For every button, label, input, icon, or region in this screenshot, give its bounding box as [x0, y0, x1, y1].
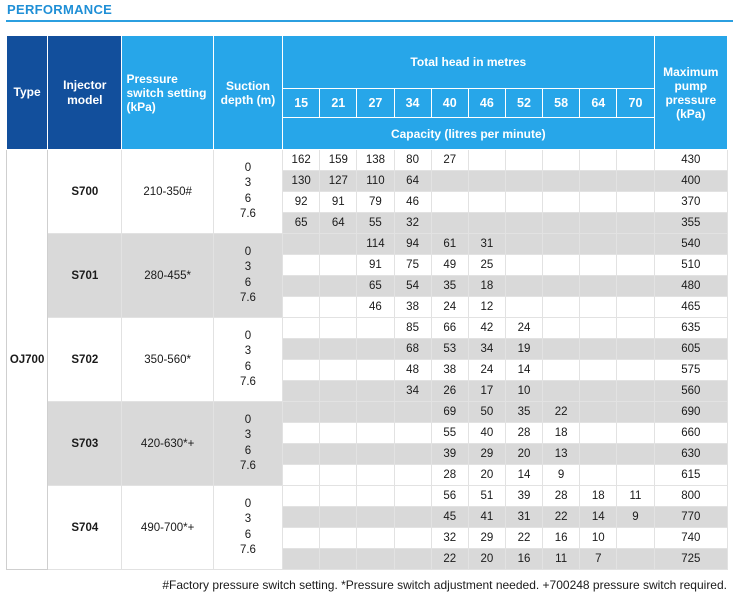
header-max-line2: pump	[674, 78, 708, 93]
max-pressure-cell: 400	[654, 171, 727, 192]
capacity-cell	[283, 444, 320, 465]
capacity-cell	[283, 318, 320, 339]
capacity-cell: 31	[468, 234, 505, 255]
capacity-cell: 17	[468, 381, 505, 402]
max-pressure-cell: 690	[654, 402, 727, 423]
header-injector-line1: Injector	[63, 77, 107, 92]
capacity-cell: 29	[468, 444, 505, 465]
capacity-cell: 39	[505, 486, 542, 507]
header-pressure-line3: (kPa)	[126, 99, 156, 114]
capacity-cell	[617, 318, 654, 339]
max-pressure-cell: 355	[654, 213, 727, 234]
head-value-64: 64	[580, 89, 617, 118]
capacity-cell: 91	[357, 255, 394, 276]
capacity-cell: 34	[394, 381, 431, 402]
capacity-cell: 42	[468, 318, 505, 339]
capacity-cell: 46	[394, 192, 431, 213]
table-row	[7, 150, 728, 171]
capacity-cell: 24	[431, 297, 468, 318]
capacity-cell	[283, 486, 320, 507]
header-max-pressure	[654, 36, 727, 150]
header-capacity: Capacity (litres per minute)	[283, 118, 655, 150]
capacity-cell	[320, 297, 357, 318]
capacity-cell: 127	[320, 171, 357, 192]
suction-depth-value: 3	[244, 429, 252, 441]
capacity-cell	[580, 465, 617, 486]
suction-depth-value: 6	[244, 276, 252, 289]
capacity-cell: 22	[543, 507, 580, 528]
capacity-cell: 20	[468, 465, 505, 486]
capacity-cell: 159	[320, 150, 357, 171]
capacity-cell	[357, 549, 394, 570]
capacity-cell	[357, 528, 394, 549]
suction-depth-cell	[213, 402, 282, 486]
capacity-cell	[283, 549, 320, 570]
capacity-cell: 14	[505, 360, 542, 381]
capacity-cell: 24	[505, 318, 542, 339]
capacity-cell	[283, 297, 320, 318]
capacity-cell: 92	[283, 192, 320, 213]
suction-depth-cell	[213, 234, 282, 318]
injector-model-cell: S704	[48, 486, 122, 570]
capacity-cell: 10	[580, 528, 617, 549]
head-value-58: 58	[543, 89, 580, 118]
capacity-cell: 138	[357, 150, 394, 171]
head-value-52: 52	[505, 89, 542, 118]
capacity-cell: 16	[543, 528, 580, 549]
capacity-cell	[283, 465, 320, 486]
capacity-cell	[617, 444, 654, 465]
capacity-cell	[320, 465, 357, 486]
capacity-cell	[468, 150, 505, 171]
header-type: Type	[7, 36, 48, 150]
capacity-cell	[580, 360, 617, 381]
capacity-cell: 69	[431, 402, 468, 423]
capacity-cell	[617, 234, 654, 255]
capacity-cell	[580, 318, 617, 339]
capacity-cell: 56	[431, 486, 468, 507]
capacity-cell: 55	[357, 213, 394, 234]
capacity-cell: 41	[468, 507, 505, 528]
capacity-cell: 49	[431, 255, 468, 276]
max-pressure-cell: 430	[654, 150, 727, 171]
capacity-cell	[617, 528, 654, 549]
max-pressure-cell: 560	[654, 381, 727, 402]
capacity-cell: 38	[394, 297, 431, 318]
capacity-cell: 75	[394, 255, 431, 276]
capacity-cell: 65	[283, 213, 320, 234]
table-row	[7, 318, 728, 339]
capacity-cell: 54	[394, 276, 431, 297]
max-pressure-cell: 465	[654, 297, 727, 318]
capacity-cell	[357, 318, 394, 339]
head-value-34: 34	[394, 89, 431, 118]
capacity-cell: 22	[543, 402, 580, 423]
suction-depth-value: 0	[244, 413, 252, 426]
injector-model-cell: S702	[48, 318, 122, 402]
capacity-cell	[431, 192, 468, 213]
capacity-cell	[617, 255, 654, 276]
capacity-cell: 24	[468, 360, 505, 381]
capacity-cell	[617, 150, 654, 171]
capacity-cell	[580, 276, 617, 297]
header-suction-line1: Suction	[225, 78, 270, 93]
suction-depth-cell	[213, 486, 282, 570]
capacity-cell	[394, 507, 431, 528]
capacity-cell	[320, 276, 357, 297]
head-value-40: 40	[431, 89, 468, 118]
capacity-cell: 9	[543, 465, 580, 486]
capacity-cell	[431, 171, 468, 192]
capacity-cell: 14	[580, 507, 617, 528]
capacity-cell: 28	[543, 486, 580, 507]
capacity-cell	[580, 213, 617, 234]
capacity-cell: 40	[468, 423, 505, 444]
capacity-cell	[617, 171, 654, 192]
capacity-cell: 53	[431, 339, 468, 360]
capacity-cell	[543, 297, 580, 318]
capacity-cell: 35	[431, 276, 468, 297]
capacity-cell	[505, 192, 542, 213]
suction-depth-value: 3	[244, 513, 252, 525]
capacity-cell	[580, 402, 617, 423]
capacity-cell	[580, 381, 617, 402]
capacity-cell	[617, 339, 654, 360]
capacity-cell: 25	[468, 255, 505, 276]
capacity-cell: 162	[283, 150, 320, 171]
capacity-cell	[543, 276, 580, 297]
capacity-cell: 51	[468, 486, 505, 507]
capacity-cell: 50	[468, 402, 505, 423]
capacity-cell	[394, 528, 431, 549]
pressure-setting-cell: 210-350#	[122, 150, 213, 234]
capacity-cell	[320, 444, 357, 465]
capacity-cell	[617, 192, 654, 213]
capacity-cell	[283, 528, 320, 549]
header-suction-line2: depth (m)	[220, 92, 276, 107]
capacity-cell	[468, 213, 505, 234]
capacity-cell	[543, 150, 580, 171]
capacity-cell	[617, 549, 654, 570]
suction-depth-value: 7.6	[239, 460, 256, 472]
head-value-70: 70	[617, 89, 654, 118]
table-row	[7, 234, 728, 255]
capacity-cell	[505, 213, 542, 234]
header-suction-depth	[213, 36, 282, 150]
capacity-cell	[320, 549, 357, 570]
suction-depth-value: 0	[244, 497, 252, 510]
suction-depth-value: 6	[244, 528, 252, 541]
capacity-cell	[320, 528, 357, 549]
suction-depth-value: 3	[244, 177, 252, 189]
capacity-cell	[505, 171, 542, 192]
capacity-cell: 29	[468, 528, 505, 549]
suction-depth-value: 7.6	[239, 292, 256, 304]
suction-depth-value: 3	[244, 345, 252, 357]
capacity-cell: 7	[580, 549, 617, 570]
suction-depth-value: 6	[244, 444, 252, 457]
header-total-head: Total head in metres	[283, 36, 655, 89]
max-pressure-cell: 770	[654, 507, 727, 528]
capacity-cell	[320, 360, 357, 381]
capacity-cell	[320, 339, 357, 360]
header-pressure-line2: switch setting	[126, 85, 207, 100]
suction-depth-value: 6	[244, 192, 252, 205]
capacity-cell: 68	[394, 339, 431, 360]
capacity-cell	[580, 255, 617, 276]
capacity-cell	[617, 465, 654, 486]
capacity-cell	[320, 423, 357, 444]
suction-depth-value: 7.6	[239, 208, 256, 220]
table-row	[7, 402, 728, 423]
section-title: PERFORMANCE	[7, 2, 113, 17]
capacity-cell	[357, 402, 394, 423]
capacity-cell	[394, 465, 431, 486]
max-pressure-cell: 480	[654, 276, 727, 297]
capacity-cell: 64	[394, 171, 431, 192]
section-rule	[6, 20, 733, 22]
capacity-cell: 9	[617, 507, 654, 528]
capacity-cell: 34	[468, 339, 505, 360]
max-pressure-cell: 575	[654, 360, 727, 381]
capacity-cell	[431, 213, 468, 234]
capacity-cell: 38	[431, 360, 468, 381]
capacity-cell	[543, 213, 580, 234]
capacity-cell: 20	[505, 444, 542, 465]
head-value-21: 21	[320, 89, 357, 118]
capacity-cell	[580, 234, 617, 255]
capacity-cell: 20	[468, 549, 505, 570]
suction-depth-cell	[213, 150, 282, 234]
capacity-cell	[283, 402, 320, 423]
capacity-cell	[617, 297, 654, 318]
capacity-cell: 10	[505, 381, 542, 402]
capacity-cell	[505, 297, 542, 318]
max-pressure-cell: 540	[654, 234, 727, 255]
capacity-cell: 46	[357, 297, 394, 318]
max-pressure-cell: 370	[654, 192, 727, 213]
pressure-setting-cell: 350-560*	[122, 318, 213, 402]
max-pressure-cell: 630	[654, 444, 727, 465]
capacity-cell	[394, 444, 431, 465]
capacity-cell: 61	[431, 234, 468, 255]
capacity-cell	[320, 255, 357, 276]
capacity-cell: 35	[505, 402, 542, 423]
suction-depth-value: 0	[244, 245, 252, 258]
capacity-cell	[617, 423, 654, 444]
suction-depth-value: 0	[244, 329, 252, 342]
capacity-cell: 18	[580, 486, 617, 507]
capacity-cell	[580, 423, 617, 444]
capacity-cell	[580, 339, 617, 360]
capacity-cell: 32	[431, 528, 468, 549]
capacity-cell	[283, 234, 320, 255]
capacity-cell	[505, 150, 542, 171]
head-value-46: 46	[468, 89, 505, 118]
capacity-cell	[320, 234, 357, 255]
injector-model-cell: S701	[48, 234, 122, 318]
capacity-cell: 65	[357, 276, 394, 297]
capacity-cell	[468, 192, 505, 213]
injector-model-cell: S700	[48, 150, 122, 234]
capacity-cell	[617, 360, 654, 381]
capacity-cell: 28	[505, 423, 542, 444]
capacity-cell	[320, 318, 357, 339]
capacity-cell	[580, 150, 617, 171]
pump-type-cell: OJ700	[7, 150, 48, 570]
suction-depth-value: 7.6	[239, 544, 256, 556]
header-injector-model	[48, 36, 122, 150]
capacity-cell	[394, 486, 431, 507]
capacity-cell	[543, 234, 580, 255]
capacity-cell	[394, 402, 431, 423]
capacity-cell	[283, 423, 320, 444]
header-max-line1: Maximum	[663, 64, 719, 79]
capacity-cell	[283, 381, 320, 402]
capacity-cell	[543, 360, 580, 381]
capacity-cell	[357, 486, 394, 507]
footnote: #Factory pressure switch setting. *Pressure switch adjustment needed. +700248 pressure switch required.	[162, 578, 727, 592]
capacity-cell	[505, 234, 542, 255]
capacity-cell	[283, 339, 320, 360]
max-pressure-cell: 635	[654, 318, 727, 339]
header-pressure-line1: Pressure	[126, 71, 178, 86]
capacity-cell	[357, 423, 394, 444]
capacity-cell: 16	[505, 549, 542, 570]
max-pressure-cell: 615	[654, 465, 727, 486]
capacity-cell: 64	[320, 213, 357, 234]
capacity-cell	[357, 360, 394, 381]
capacity-cell: 94	[394, 234, 431, 255]
capacity-cell: 130	[283, 171, 320, 192]
capacity-cell	[580, 297, 617, 318]
capacity-cell	[580, 192, 617, 213]
capacity-cell	[357, 381, 394, 402]
capacity-cell	[394, 423, 431, 444]
capacity-cell: 39	[431, 444, 468, 465]
capacity-cell	[617, 381, 654, 402]
capacity-cell: 13	[543, 444, 580, 465]
capacity-cell: 18	[543, 423, 580, 444]
capacity-cell	[543, 381, 580, 402]
capacity-cell: 55	[431, 423, 468, 444]
suction-depth-value: 7.6	[239, 376, 256, 388]
capacity-cell	[283, 255, 320, 276]
capacity-cell	[357, 507, 394, 528]
capacity-cell	[320, 486, 357, 507]
head-value-27: 27	[357, 89, 394, 118]
capacity-cell	[543, 339, 580, 360]
capacity-cell	[468, 171, 505, 192]
capacity-cell: 91	[320, 192, 357, 213]
capacity-cell	[543, 192, 580, 213]
capacity-cell: 31	[505, 507, 542, 528]
injector-model-cell: S703	[48, 402, 122, 486]
capacity-cell: 79	[357, 192, 394, 213]
capacity-cell	[505, 276, 542, 297]
performance-table	[6, 35, 728, 570]
capacity-cell	[283, 360, 320, 381]
max-pressure-cell: 660	[654, 423, 727, 444]
table-row	[7, 486, 728, 507]
header-injector-line2: model	[67, 92, 103, 107]
capacity-cell	[543, 255, 580, 276]
max-pressure-cell: 510	[654, 255, 727, 276]
header-max-line3: pressure	[665, 92, 717, 107]
head-value-15: 15	[283, 89, 320, 118]
capacity-cell: 48	[394, 360, 431, 381]
capacity-cell	[505, 255, 542, 276]
max-pressure-cell: 800	[654, 486, 727, 507]
suction-depth-value: 0	[244, 161, 252, 174]
capacity-cell: 110	[357, 171, 394, 192]
capacity-cell	[357, 444, 394, 465]
suction-depth-cell	[213, 318, 282, 402]
capacity-cell	[357, 339, 394, 360]
max-pressure-cell: 740	[654, 528, 727, 549]
max-pressure-cell: 725	[654, 549, 727, 570]
capacity-cell: 12	[468, 297, 505, 318]
capacity-cell	[617, 276, 654, 297]
capacity-cell: 14	[505, 465, 542, 486]
capacity-cell: 28	[431, 465, 468, 486]
header-pressure-switch	[122, 36, 213, 150]
capacity-cell	[394, 549, 431, 570]
capacity-cell	[320, 381, 357, 402]
capacity-cell: 19	[505, 339, 542, 360]
capacity-cell: 32	[394, 213, 431, 234]
capacity-cell: 85	[394, 318, 431, 339]
capacity-cell	[580, 444, 617, 465]
capacity-cell: 22	[505, 528, 542, 549]
capacity-cell	[543, 318, 580, 339]
suction-depth-value: 6	[244, 360, 252, 373]
capacity-cell: 27	[431, 150, 468, 171]
capacity-cell: 11	[617, 486, 654, 507]
capacity-cell: 45	[431, 507, 468, 528]
capacity-cell	[283, 507, 320, 528]
capacity-cell	[357, 465, 394, 486]
capacity-cell	[320, 402, 357, 423]
max-pressure-cell: 605	[654, 339, 727, 360]
capacity-cell: 66	[431, 318, 468, 339]
capacity-cell	[320, 507, 357, 528]
header-max-line4: (kPa)	[676, 106, 706, 121]
capacity-cell	[617, 402, 654, 423]
suction-depth-value: 3	[244, 261, 252, 273]
capacity-cell	[580, 171, 617, 192]
pressure-setting-cell: 280-455*	[122, 234, 213, 318]
capacity-cell	[617, 213, 654, 234]
capacity-cell	[283, 276, 320, 297]
pressure-setting-cell: 420-630*+	[122, 402, 213, 486]
capacity-cell: 22	[431, 549, 468, 570]
capacity-cell: 80	[394, 150, 431, 171]
capacity-cell: 18	[468, 276, 505, 297]
capacity-cell: 114	[357, 234, 394, 255]
capacity-cell: 26	[431, 381, 468, 402]
pressure-setting-cell: 490-700*+	[122, 486, 213, 570]
capacity-cell	[543, 171, 580, 192]
capacity-cell: 11	[543, 549, 580, 570]
